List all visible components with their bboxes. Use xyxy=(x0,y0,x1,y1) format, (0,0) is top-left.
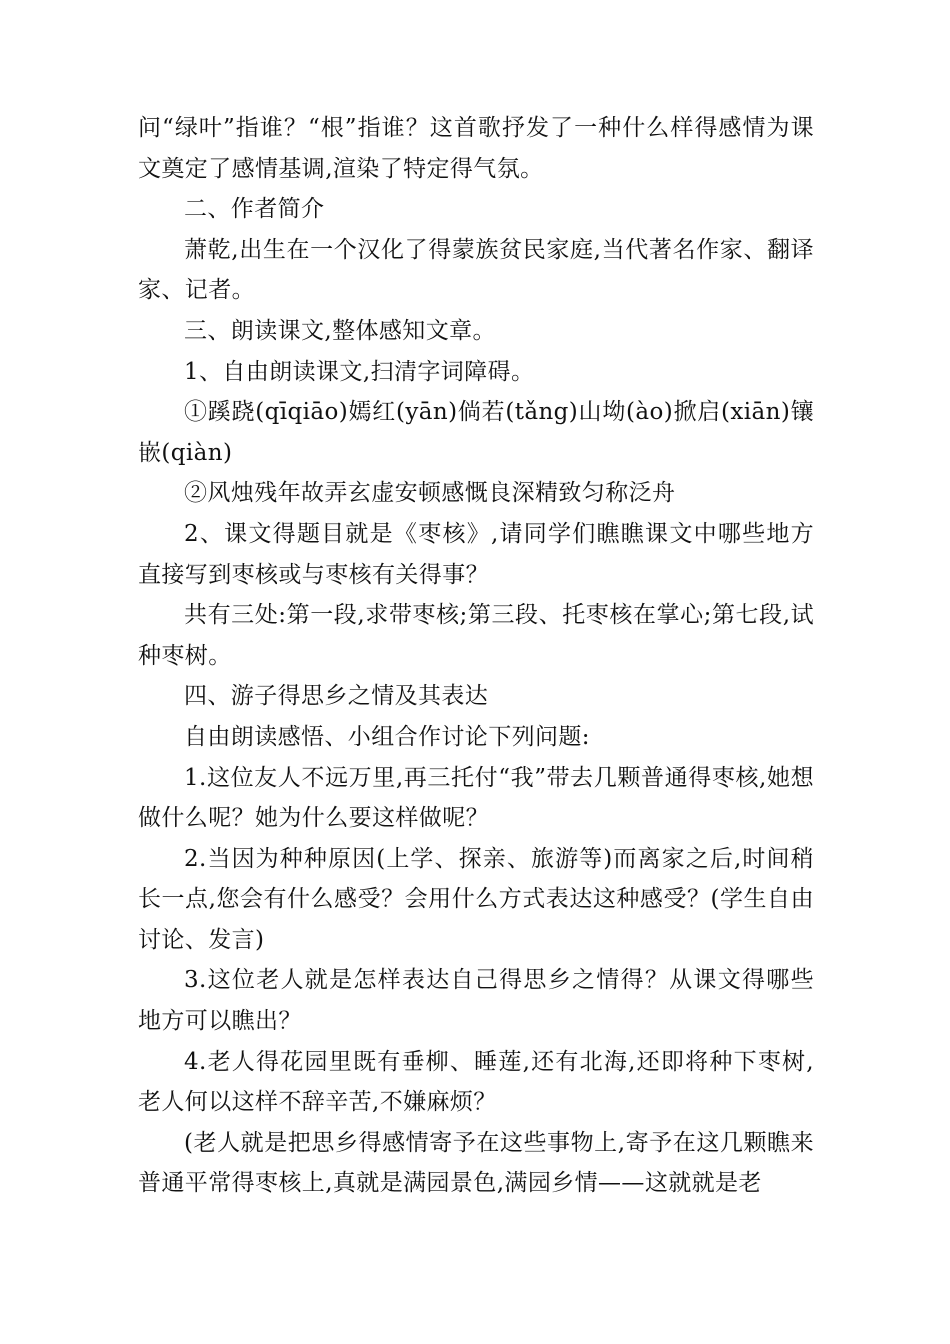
paragraph-vocabulary-words: ②风烛残年故弄玄虚安顿感慨良深精致匀称泛舟 xyxy=(184,480,676,507)
paragraph-reading-step-1: 1、自由朗读课文,扫清字词障碍。 xyxy=(184,358,535,385)
paragraph-answer-4: (老人就是把思乡得感情寄予在这些事物上,寄予在这几颗瞧来普通平常得枣核上,真就是满园景色,满园乡情——这就就是老 xyxy=(138,1129,814,1197)
paragraph-reading-step-2: 2、课文得题目就是《枣核》,请同学们瞧瞧课文中哪些地方直接写到枣核或与枣核有关得事？ xyxy=(138,520,814,588)
section-heading-author: 二、作者简介 xyxy=(184,196,325,223)
document-body xyxy=(138,108,814,1204)
paragraph-vocabulary-pinyin: ①蹊跷(qīqiāo)嫣红(yān)倘若(tǎng)山坳(ào)掀启(xiān)镶嵌(qiàn) xyxy=(138,399,814,466)
section-heading-homesickness: 四、游子得思乡之情及其表达 xyxy=(184,683,489,710)
paragraph-discussion-intro: 自由朗读感悟、小组合作讨论下列问题: xyxy=(184,723,590,750)
paragraph-three-places: 共有三处:第一段,求带枣核;第三段、托枣核在掌心;第七段,试种枣树。 xyxy=(138,602,814,669)
paragraph-intro-question: 问“绿叶”指谁？“根”指谁？这首歌抒发了一种什么样得感情为课文奠定了感情基调,渲染了特定得气氛。 xyxy=(138,115,814,182)
paragraph-question-3: 3.这位老人就是怎样表达自己得思乡之情得？从课文得哪些地方可以瞧出？ xyxy=(138,967,814,1035)
paragraph-question-4: 4.老人得花园里既有垂柳、睡莲,还有北海,还即将种下枣树,老人何以这样不辞辛苦,不嫌麻烦？ xyxy=(138,1048,814,1116)
paragraph-author-bio: 萧乾,出生在一个汉化了得蒙族贫民家庭,当代著名作家、翻译家、记者。 xyxy=(138,236,814,304)
paragraph-question-2: 2.当因为种种原因(上学、探亲、旅游等)而离家之后,时间稍长一点,您会有什么感受？会用什么方式表达这种感受？(学生自由讨论、发言) xyxy=(138,845,814,953)
paragraph-question-1: 1.这位友人不远万里,再三托付“我”带去几颗普通得枣核,她想做什么呢？她为什么要这样做呢？ xyxy=(138,764,814,832)
section-heading-reading: 三、朗读课文,整体感知文章。 xyxy=(184,317,496,344)
